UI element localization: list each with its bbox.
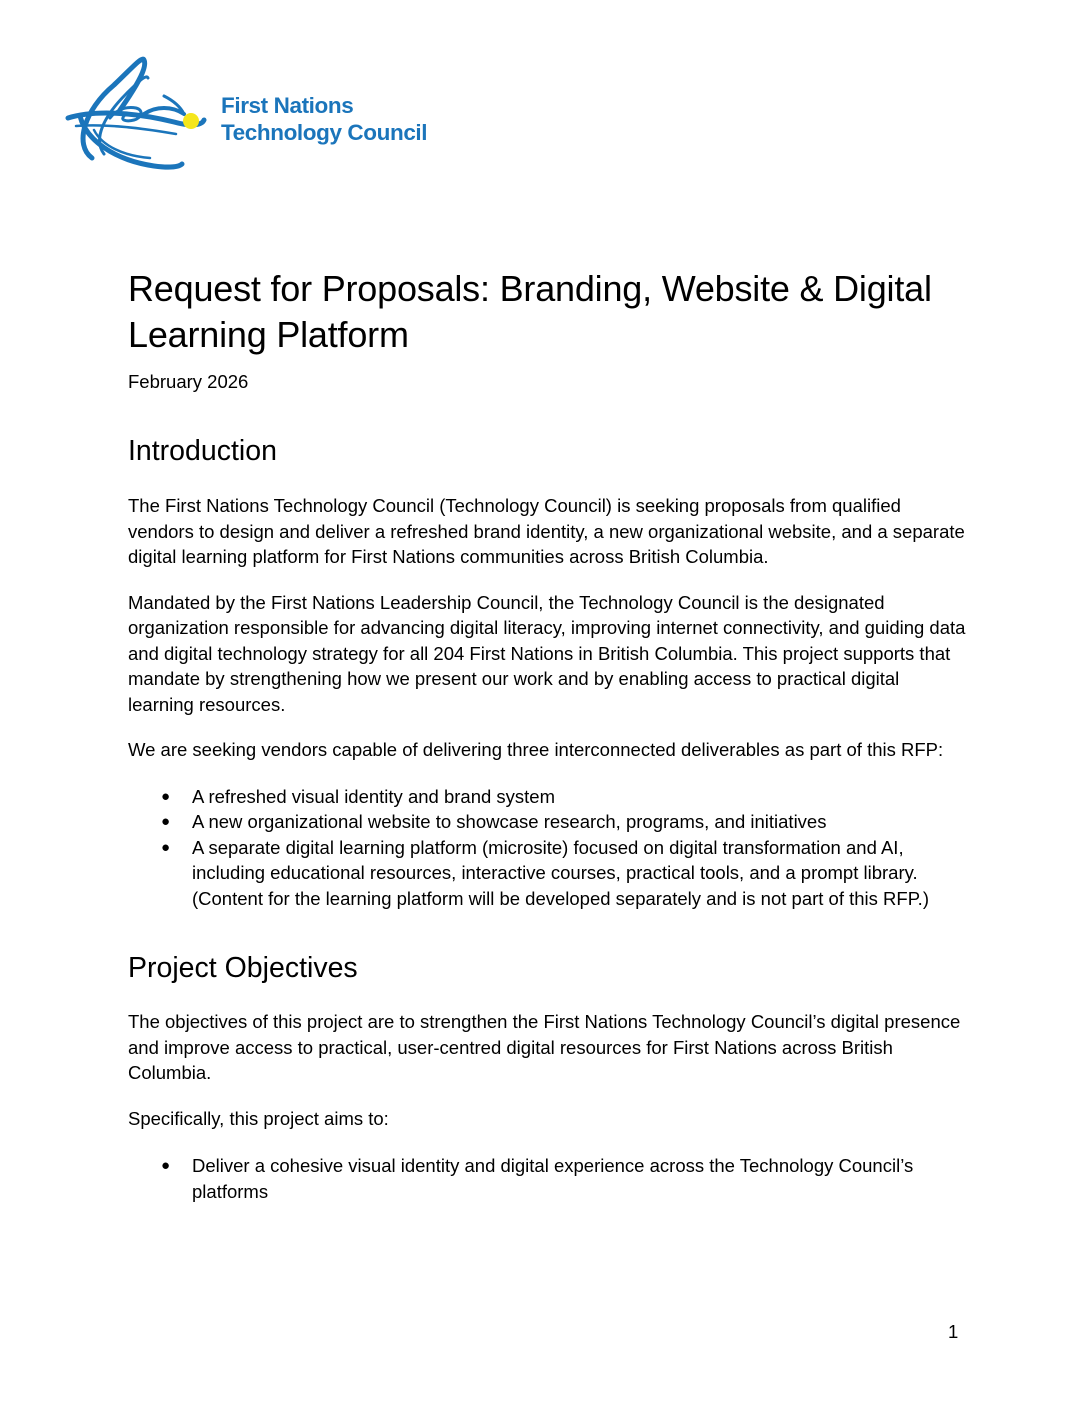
logo-mark-icon: [64, 50, 214, 175]
bullet-icon: ●: [161, 1157, 171, 1174]
list-item: [128, 1153, 968, 1204]
bullet-icon: ●: [161, 787, 171, 805]
introduction-heading: Introduction: [128, 435, 277, 467]
introduction-paragraph-2: Mandated by the First Nations Leadership Council, the Technology Council is the designated organization responsible for advancing digital literacy, improving internet connectivity, and guiding data and digital technology strategy for all 204 First Nations in British Columbia. This project supports that mandate by strengthening how we present our work and by enabling access to practical digital learning resources.: [128, 591, 966, 715]
deliverables-list: [128, 784, 968, 912]
list-item-text: A new organizational website to showcase research, programs, and initiatives: [192, 811, 827, 832]
introduction-paragraph-3: We are seeking vendors capable of delivering three interconnected deliverables as part of this RFP:: [128, 739, 944, 760]
document-date: February 2026: [128, 371, 249, 392]
logo-line-2: Technology Council: [221, 120, 428, 145]
objectives-paragraph-2: Specifically, this project aims to:: [128, 1107, 389, 1129]
title-line-2: Learning Platform: [128, 314, 409, 355]
introduction-paragraph-1: The First Nations Technology Council (Technology Council) is seeking proposals from qualified vendors to design and deliver a refreshed brand identity, a new organizational website, and a separate digital learning platform for First Nations communities across British Columbia.: [128, 495, 965, 567]
list-item: [128, 784, 968, 810]
list-item-text: Deliver a cohesive visual identity and digital experience across the Technology Council’s platforms: [192, 1155, 914, 1202]
objectives-paragraph-1: The objectives of this project are to strengthen the First Nations Technology Council’s digital presence and improve access to practical, user-centred digital resources for First Nations across British Columbia.: [128, 1011, 961, 1083]
list-item: [128, 809, 968, 835]
bullet-icon: ●: [161, 813, 171, 830]
objectives-list: [128, 1153, 968, 1204]
document-title: [128, 266, 968, 358]
logo-wordmark: [221, 92, 427, 146]
list-item-text: A refreshed visual identity and brand system: [192, 785, 555, 807]
logo-line-1: First Nations: [221, 93, 354, 118]
logo-sun-dot: [183, 113, 199, 129]
title-line-1: Request for Proposals: Branding, Website & Digital: [128, 268, 932, 309]
list-item-text: A separate digital learning platform (microsite) focused on digital transformation and AI, including educational resources, interactive courses, practical tools, and a prompt library. (Content for the learning platform will be developed separately and is not part of this RFP.): [192, 836, 929, 909]
bullet-icon: ●: [161, 838, 171, 856]
document-body: [128, 266, 968, 1204]
organization-logo: [64, 50, 464, 180]
objectives-heading: Project Objectives: [128, 952, 358, 984]
list-item: [128, 835, 968, 912]
page-number: 1: [948, 1321, 959, 1342]
